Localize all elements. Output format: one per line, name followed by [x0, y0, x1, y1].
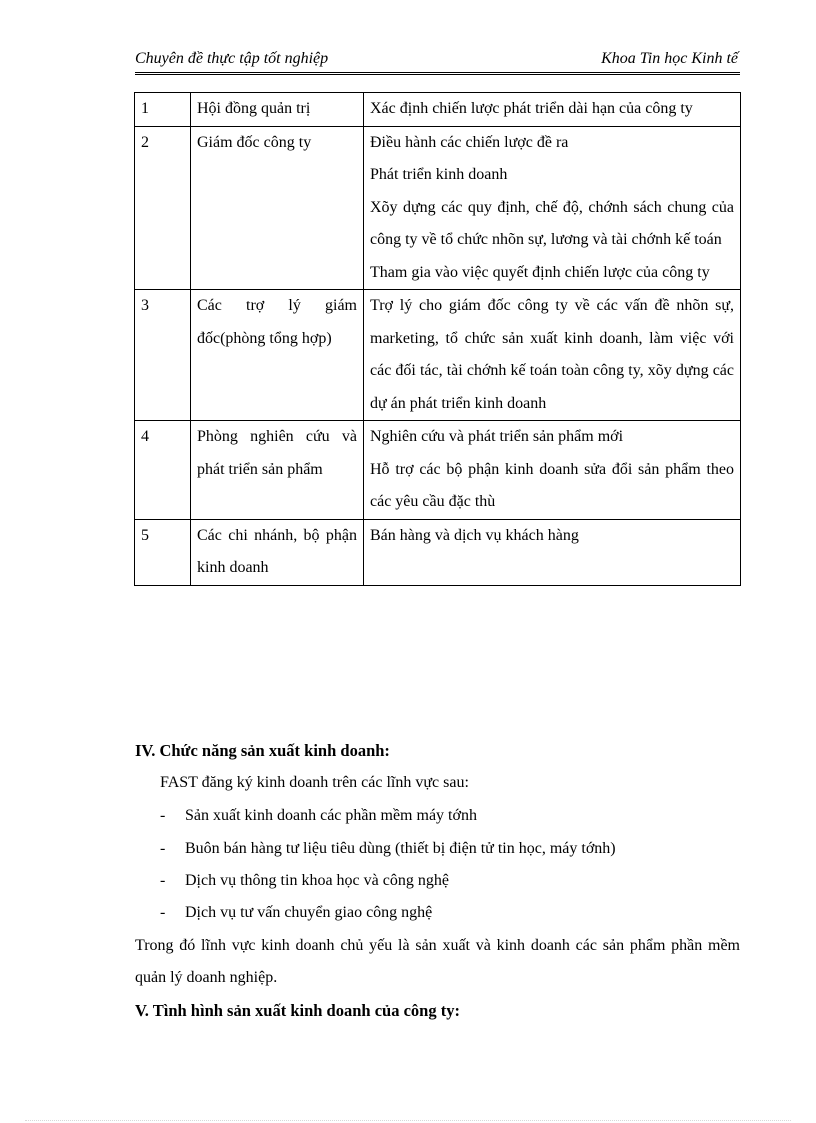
- list-item: [160, 807, 477, 825]
- unit-name: Các trợ lý giám đốc(phòng tổng hợp): [197, 297, 357, 347]
- list-item: [160, 904, 432, 922]
- section-4-heading: IV. Chức năng sản xuất kinh doanh:: [135, 741, 390, 760]
- table-row: [135, 421, 741, 520]
- list-item: [160, 872, 449, 890]
- section-4-summary: Trong đó lĩnh vực kinh doanh chủ yếu là sản xuất và kinh doanh các sản phẩm phần mềm quản lý doanh nghiệp.: [135, 937, 740, 986]
- duty-item: Hỗ trợ các bộ phận kinh doanh sửa đổi sản phẩm theo các yêu cầu đặc thù: [370, 460, 734, 510]
- list-item: [160, 840, 616, 858]
- row-number: 5: [135, 519, 191, 585]
- duty-item: Xác định chiến lược phát triển dài hạn của công ty: [370, 100, 693, 117]
- unit-name: Phòng nghiên cứu và phát triển sản phẩm: [197, 428, 357, 478]
- unit-cell: [191, 421, 364, 520]
- duty-item: Phát triển kinh doanh: [370, 166, 508, 183]
- duty-cell: [364, 519, 741, 585]
- unit-name: Hội đồng quản trị: [197, 100, 311, 117]
- header-faculty: Khoa Tin học Kinh tế: [601, 50, 738, 67]
- table-row: [135, 290, 741, 421]
- table-row: [135, 126, 741, 290]
- duty-cell: [364, 93, 741, 127]
- duty-cell: [364, 126, 741, 290]
- page-bottom-rule: [25, 1120, 791, 1121]
- duty-item: Nghiên cứu và phát triển sản phẩm mới: [370, 428, 624, 445]
- duty-item: Xõy dựng các quy định, chế độ, chớnh sách chung của công ty về tổ chức nhõn sự, lương và tài chớnh kế toán: [370, 198, 734, 248]
- row-number: 4: [135, 421, 191, 520]
- unit-name: Các chi nhánh, bộ phận kinh doanh: [197, 526, 357, 576]
- page-header: [135, 50, 740, 75]
- bullet-dash: -: [160, 904, 166, 921]
- section-4-intro: FAST đăng ký kinh doanh trên các lĩnh vực sau:: [160, 774, 469, 791]
- list-item-text: Dịch vụ thông tin khoa học và công nghệ: [185, 872, 449, 889]
- duty-item: Tham gia vào việc quyết định chiến lược của công ty: [370, 263, 710, 281]
- table-row: [135, 519, 741, 585]
- unit-cell: [191, 290, 364, 421]
- duty-item: Điều hành các chiến lược đề ra: [370, 133, 569, 151]
- unit-cell: [191, 93, 364, 127]
- table-row: [135, 93, 741, 127]
- duty-item: Bán hàng và dịch vụ khách hàng: [370, 526, 579, 544]
- org-function-table: [134, 92, 741, 586]
- row-number: 1: [135, 93, 191, 127]
- row-number: 2: [135, 126, 191, 290]
- list-item-text: Sản xuất kinh doanh các phần mềm máy tớnh: [185, 807, 477, 824]
- bullet-dash: -: [160, 840, 166, 857]
- row-number: 3: [135, 290, 191, 421]
- duty-cell: [364, 290, 741, 421]
- bullet-dash: -: [160, 807, 166, 824]
- list-item-text: Dịch vụ tư vấn chuyển giao công nghệ: [185, 904, 433, 921]
- unit-cell: [191, 519, 364, 585]
- unit-name: Giám đốc công ty: [197, 133, 312, 151]
- header-document-title: Chuyên đề thực tập tốt nghiệp: [135, 50, 329, 67]
- unit-cell: [191, 126, 364, 290]
- duty-cell: [364, 421, 741, 520]
- duty-item: Trợ lý cho giám đốc công ty về các vấn đề nhõn sự, marketing, tổ chức sản xuất kinh doanh, làm việc với các đối tác, tài chớnh kế toán toàn công ty, xõy dựng các dự án phát triển kinh doanh: [370, 297, 734, 412]
- section-5-heading: V. Tình hình sản xuất kinh doanh của công ty:: [135, 1001, 460, 1020]
- bullet-dash: -: [160, 872, 166, 889]
- list-item-text: Buôn bán hàng tư liệu tiêu dùng (thiết bị điện tử tin học, máy tớnh): [185, 840, 616, 857]
